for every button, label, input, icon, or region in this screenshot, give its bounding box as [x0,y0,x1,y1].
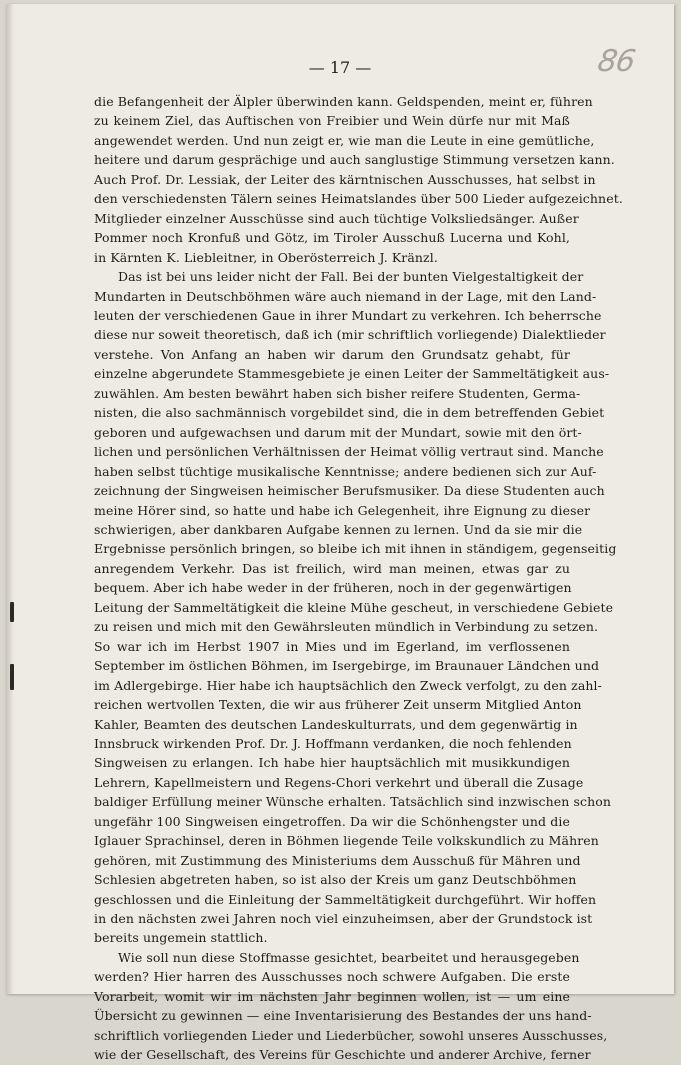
text-line: Singweisen zu erlangen. Ich habe hier hauptsächlich mit musikkundigen [94,755,570,771]
text-line: bereits ungemein stattlich. [94,930,268,946]
text-line: gehören, mit Zustimmung des Ministeriums dem Ausschuß für Mähren und [94,852,581,868]
text-line: diese nur soweit theoretisch, daß ich (mir schriftlich vorliegende) Dialektlieder [94,327,606,343]
text-line: Übersicht zu gewinnen — eine Inventarisierung des Bestandes der uns hand- [94,1008,592,1024]
document-page [6,4,674,1063]
text-line: ungefähr 100 Singweisen eingetroffen. Da wir die Schönhengster und die [94,813,570,829]
text-line: Leitung der Sammeltätigkeit die kleine Mühe gescheut, in verschiedene Gebiete [94,599,614,615]
text-line: Pommer noch Kronfuß und Götz, im Tiroler Ausschuß Lucerna und Kohl, [94,230,570,246]
text-line: geschlossen und die Einleitung der Sammeltätigkeit durchgeführt. Wir hoffen [94,891,597,907]
text-line: einzelne abgerundete Stammesgebiete je einen Leiter der Sammeltätigkeit aus- [94,366,610,382]
text-line: heitere und darum gesprächige und auch sanglustige Stimmung versetzen kann. [94,152,615,168]
text-line: in Kärnten K. Liebleitner, in Oberösterreich J. Kränzl. [94,249,438,265]
text-line: Iglauer Sprachinsel, deren in Böhmen liegende Teile volkskundlich zu Mähren [94,833,599,849]
text-line: zeichnung der Singweisen heimischer Berufsmusiker. Da diese Studenten auch [94,483,605,499]
text-line: die Befangenheit der Älpler überwinden kann. Geldspenden, meint er, führen [94,94,593,109]
text-line: zu reisen und mich mit den Gewährsleuten mündlich in Verbindung zu setzen. [94,619,599,635]
text-line: Ergebnisse persönlich bringen, so bleibe ich mit ihnen in ständigem, gegenseitig [94,541,617,557]
text-line: Kahler, Beamten des deutschen Landeskulturrats, und dem gegenwärtig in [94,716,578,732]
text-line: reichen wertvollen Texten, die wir aus früherer Zeit unserm Mitglied Anton [94,697,582,713]
text-line: leuten der verschiedenen Gaue in ihrer Mundart zu verkehren. Ich beherrsche [94,307,602,323]
text-line: Vorarbeit, womit wir im nächsten Jahr beginnen wollen, ist — um eine [94,988,570,1004]
text-line: in den nächsten zwei Jahren noch viel einzuheimsen, aber der Grundstock ist [94,911,593,927]
text-line: Wie soll nun diese Stoffmasse gesichtet, bearbeitet und herausgegeben [118,949,580,965]
text-line: Schlesien abgetreten haben, so ist also der Kreis um ganz Deutschböhmen [94,872,577,888]
body-text [94,92,623,1065]
text-line: Lehrern, Kapellmeistern und Regens-Chori verkehrt und überall die Zusage [94,774,584,790]
text-line: wie der Gesellschaft, des Vereins für Geschichte und anderer Archive, ferner [94,1047,591,1063]
text-line: zu keinem Ziel, das Auftischen von Freibier und Wein dürfe nur mit Maß [94,113,570,129]
text-line: haben selbst tüchtige musikalische Kenntnisse; andere bedienen sich zur Auf- [94,463,597,479]
text-line: zuwählen. Am besten bewährt haben sich bisher reifere Studenten, Germa- [94,385,581,401]
handwritten-folio-number: 86 [594,44,638,79]
binding-mark [10,664,14,690]
text-line: baldiger Erfüllung meiner Wünsche erhalten. Tatsächlich sind inzwischen schon [94,794,612,810]
text-line: Mundarten in Deutschböhmen wäre auch niemand in der Lage, mit den Land- [94,288,597,304]
text-line: Das ist bei uns leider nicht der Fall. Bei der bunten Vielgestaltigkeit der [118,269,584,285]
text-line: So war ich im Herbst 1907 in Mies und im Egerland, im verflossenen [94,638,570,654]
text-line: bequem. Aber ich habe weder in der früheren, noch in der gegenwärtigen [94,580,572,596]
text-line: lichen und persönlichen Verhältnissen der Heimat völlig vertraut sind. Manche [94,444,604,460]
text-line: im Adlergebirge. Hier habe ich hauptsächlich den Zweck verfolgt, zu den zahl- [94,677,602,693]
text-line: meine Hörer sind, so hatte und habe ich Gelegenheit, ihre Eignung zu dieser [94,502,591,518]
text-line: werden? Hier harren des Ausschusses noch schwere Aufgaben. Die erste [94,969,570,985]
text-line: angewendet werden. Und nun zeigt er, wie man die Leute in eine gemütliche, [94,132,595,148]
text-line: September im östlichen Böhmen, im Isergebirge, im Braunauer Ländchen und [94,658,600,674]
text-line: anregendem Verkehr. Das ist freilich, wird man meinen, etwas gar zu [94,560,570,576]
text-line: Mitglieder einzelner Ausschüsse sind auch tüchtige Volksliedsänger. Außer [94,210,579,226]
binding-mark [10,602,14,622]
text-line: schriftlich vorliegenden Lieder und Liederbücher, sowohl unseres Ausschusses, [94,1027,608,1043]
text-line: den verschiedensten Tälern seines Heimatslandes über 500 Lieder aufgezeichnet. [94,191,623,207]
text-line: Innsbruck wirkenden Prof. Dr. J. Hoffmann verdanken, die noch fehlenden [94,735,572,751]
text-line: schwierigen, aber dankbaren Aufgabe kennen zu lernen. Und da sie mir die [94,521,583,537]
text-line: nisten, die also sachmännisch vorgebildet sind, die in dem betreffenden Gebiet [94,405,605,421]
text-line: Auch Prof. Dr. Lessiak, der Leiter des kärntnischen Ausschusses, hat selbst in [94,171,596,187]
page-number: — 17 — [308,58,372,77]
text-line: geboren und aufgewachsen und darum mit der Mundart, sowie mit den ört- [94,424,582,440]
binding-edge [6,4,14,994]
text-line: verstehe. Von Anfang an haben wir darum den Grundsatz gehabt, für [94,346,570,362]
